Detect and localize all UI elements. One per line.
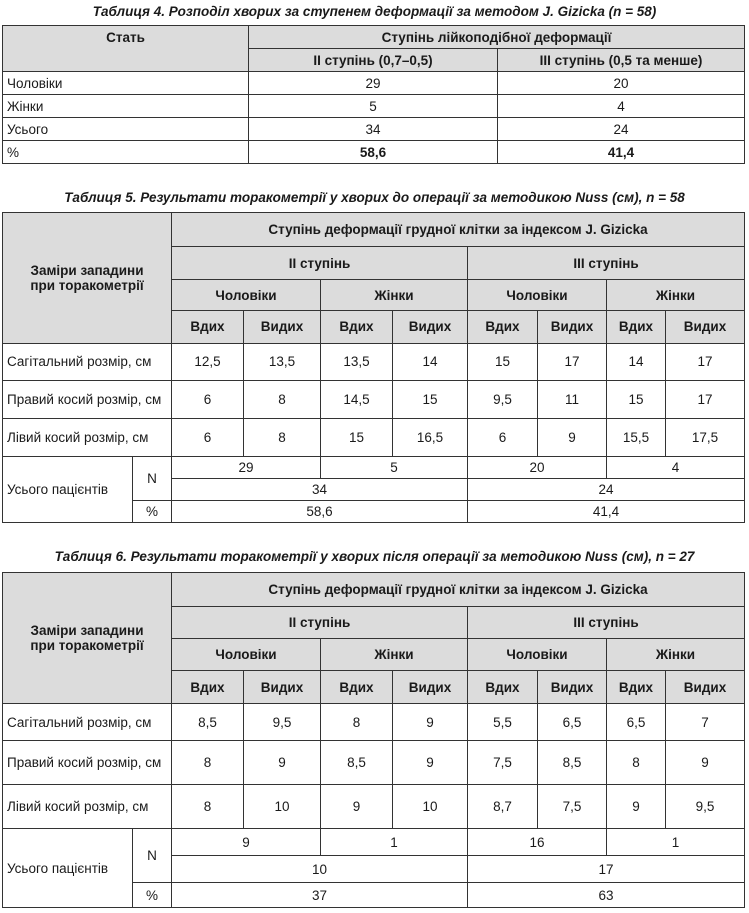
total-label: Усього пацієнтів bbox=[3, 456, 133, 522]
cell: 5 bbox=[249, 95, 498, 118]
cell: 16 bbox=[468, 829, 607, 856]
cell: 9 bbox=[538, 419, 607, 456]
n-label: N bbox=[133, 829, 172, 883]
cell: 6,5 bbox=[607, 704, 666, 741]
table-5 bbox=[2, 212, 745, 523]
cell: 9 bbox=[666, 741, 745, 785]
cell: 34 bbox=[172, 478, 468, 500]
table-5-header-measure: Заміри западини при торакометрії bbox=[3, 213, 172, 344]
cell: 41,4 bbox=[468, 500, 745, 522]
table-6-header-degree-2: II ступінь bbox=[172, 607, 468, 639]
table-6-header-exhale: Видих bbox=[244, 671, 321, 704]
row-label: Жінки bbox=[3, 95, 249, 118]
cell: 14 bbox=[393, 343, 468, 380]
cell: 10 bbox=[393, 785, 468, 829]
cell: 24 bbox=[498, 118, 745, 141]
cell: 8 bbox=[321, 704, 393, 741]
cell: 58,6 bbox=[172, 500, 468, 522]
row-label: Усього bbox=[3, 118, 249, 141]
cell: 24 bbox=[468, 478, 745, 500]
cell: 9,5 bbox=[666, 785, 745, 829]
table-row bbox=[3, 343, 745, 380]
table-5-caption: Таблиця 5. Результати торакометрії у хворих до операції за методикою Nuss (см), n = 58 bbox=[64, 190, 685, 205]
table-6-header-degree: Ступінь деформації грудної клітки за індексом J. Gizicka bbox=[172, 573, 745, 607]
cell: 58,6 bbox=[249, 141, 498, 164]
cell: 10 bbox=[172, 856, 468, 883]
row-label: Правий косий розмір, см bbox=[3, 381, 172, 419]
cell: 8 bbox=[607, 741, 666, 785]
row-label: % bbox=[3, 141, 249, 164]
table-5-header-degree: Ступінь деформації грудної клітки за індексом J. Gizicka bbox=[172, 213, 745, 247]
table-row bbox=[3, 704, 745, 741]
table-row bbox=[3, 419, 745, 456]
table-4-header-degree-2: II ступінь (0,7–0,5) bbox=[249, 49, 498, 72]
cell: 13,5 bbox=[244, 343, 321, 380]
cell: 8,5 bbox=[321, 741, 393, 785]
cell: 6 bbox=[172, 381, 244, 419]
table-6-header-inhale: Вдих bbox=[321, 671, 393, 704]
cell: 17 bbox=[666, 381, 745, 419]
cell: 20 bbox=[468, 456, 607, 478]
table-6-header-measure: Заміри западини при торакометрії bbox=[3, 573, 172, 704]
table-row bbox=[3, 785, 745, 829]
table-row bbox=[3, 118, 745, 141]
cell: 9,5 bbox=[244, 704, 321, 741]
table-4-header-sex: Стать bbox=[3, 26, 249, 72]
table-5-header-inhale: Вдих bbox=[321, 310, 393, 343]
table-6-header-men: Чоловіки bbox=[468, 639, 607, 671]
cell: 34 bbox=[249, 118, 498, 141]
cell: 9 bbox=[244, 741, 321, 785]
cell: 17 bbox=[468, 856, 745, 883]
table-5-header-inhale: Вдих bbox=[607, 310, 666, 343]
table-5-header-exhale: Видих bbox=[393, 310, 468, 343]
cell: 9 bbox=[393, 704, 468, 741]
cell: 14,5 bbox=[321, 381, 393, 419]
cell: 10 bbox=[244, 785, 321, 829]
table-6-header-women: Жінки bbox=[321, 639, 468, 671]
cell: 15 bbox=[321, 419, 393, 456]
table-row bbox=[3, 741, 745, 785]
cell: 17 bbox=[666, 343, 745, 380]
table-6-header-exhale: Видих bbox=[393, 671, 468, 704]
cell: 8,7 bbox=[468, 785, 538, 829]
table-5-header-degree-2: II ступінь bbox=[172, 247, 468, 280]
cell: 6 bbox=[468, 419, 538, 456]
table-6-header-inhale: Вдих bbox=[468, 671, 538, 704]
cell: 15 bbox=[468, 343, 538, 380]
cell: 15,5 bbox=[607, 419, 666, 456]
cell: 6 bbox=[172, 419, 244, 456]
cell: 8 bbox=[244, 381, 321, 419]
table-row bbox=[3, 141, 745, 164]
table-5-header-inhale: Вдих bbox=[172, 310, 244, 343]
cell: 7,5 bbox=[538, 785, 607, 829]
cell: 8 bbox=[172, 785, 244, 829]
cell: 17 bbox=[538, 343, 607, 380]
table-row bbox=[3, 381, 745, 419]
cell: 16,5 bbox=[393, 419, 468, 456]
table-5-header-men: Чоловіки bbox=[468, 280, 607, 310]
cell: 4 bbox=[607, 456, 745, 478]
cell: 8,5 bbox=[538, 741, 607, 785]
table-row bbox=[3, 456, 745, 478]
table-row bbox=[3, 829, 745, 856]
cell: 9,5 bbox=[468, 381, 538, 419]
table-row bbox=[3, 95, 745, 118]
total-label: Усього пацієнтів bbox=[3, 829, 133, 908]
cell: 13,5 bbox=[321, 343, 393, 380]
table-6 bbox=[2, 572, 745, 908]
cell: 9 bbox=[321, 785, 393, 829]
table-5-header-exhale: Видих bbox=[666, 310, 745, 343]
table-4-caption: Таблиця 4. Розподіл хворих за ступенем деформації за методом J. Gizicka (n = 58) bbox=[92, 4, 657, 19]
cell: 11 bbox=[538, 381, 607, 419]
cell: 63 bbox=[468, 883, 745, 908]
cell: 7,5 bbox=[468, 741, 538, 785]
cell: 1 bbox=[321, 829, 468, 856]
cell: 5 bbox=[321, 456, 468, 478]
table-4-header-degree-3: III ступінь (0,5 та менше) bbox=[498, 49, 745, 72]
table-4 bbox=[2, 25, 745, 164]
cell: 8,5 bbox=[172, 704, 244, 741]
table-5-header-exhale: Видих bbox=[538, 310, 607, 343]
cell: 5,5 bbox=[468, 704, 538, 741]
pct-label: % bbox=[133, 500, 172, 522]
table-6-header-inhale: Вдих bbox=[607, 671, 666, 704]
row-label: Сагітальний розмір, см bbox=[3, 343, 172, 380]
cell: 9 bbox=[607, 785, 666, 829]
table-6-header-degree-3: III ступінь bbox=[468, 607, 745, 639]
table-5-header-degree-3: III ступінь bbox=[468, 247, 745, 280]
cell: 17,5 bbox=[666, 419, 745, 456]
cell: 15 bbox=[393, 381, 468, 419]
cell: 15 bbox=[607, 381, 666, 419]
cell: 14 bbox=[607, 343, 666, 380]
table-6-header-exhale: Видих bbox=[666, 671, 745, 704]
cell: 41,4 bbox=[498, 141, 745, 164]
table-5-header-women: Жінки bbox=[607, 280, 745, 310]
n-label: N bbox=[133, 456, 172, 500]
cell: 8 bbox=[172, 741, 244, 785]
cell: 29 bbox=[172, 456, 321, 478]
row-label: Сагітальний розмір, см bbox=[3, 704, 172, 741]
table-5-header-inhale: Вдих bbox=[468, 310, 538, 343]
cell: 7 bbox=[666, 704, 745, 741]
cell: 4 bbox=[498, 95, 745, 118]
table-6-header-women: Жінки bbox=[607, 639, 745, 671]
cell: 20 bbox=[498, 72, 745, 95]
table-6-header-inhale: Вдих bbox=[172, 671, 244, 704]
table-row bbox=[3, 72, 745, 95]
table-5-header-women: Жінки bbox=[321, 280, 468, 310]
table-5-header-exhale: Видих bbox=[244, 310, 321, 343]
cell: 9 bbox=[393, 741, 468, 785]
pct-label: % bbox=[133, 883, 172, 908]
row-label: Правий косий розмір, см bbox=[3, 741, 172, 785]
table-6-header-exhale: Видих bbox=[538, 671, 607, 704]
cell: 8 bbox=[244, 419, 321, 456]
table-6-header-men: Чоловіки bbox=[172, 639, 321, 671]
cell: 12,5 bbox=[172, 343, 244, 380]
row-label: Лівий косий розмір, см bbox=[3, 785, 172, 829]
cell: 37 bbox=[172, 883, 468, 908]
table-5-header-men: Чоловіки bbox=[172, 280, 321, 310]
cell: 29 bbox=[249, 72, 498, 95]
cell: 9 bbox=[172, 829, 321, 856]
cell: 6,5 bbox=[538, 704, 607, 741]
table-4-header-degree: Ступінь лійкоподібної деформації bbox=[249, 26, 745, 49]
cell: 1 bbox=[607, 829, 745, 856]
table-6-caption: Таблиця 6. Результати торакометрії у хворих після операції за методикою Nuss (см), n = 27 bbox=[54, 549, 695, 564]
row-label: Лівий косий розмір, см bbox=[3, 419, 172, 456]
row-label: Чоловіки bbox=[3, 72, 249, 95]
